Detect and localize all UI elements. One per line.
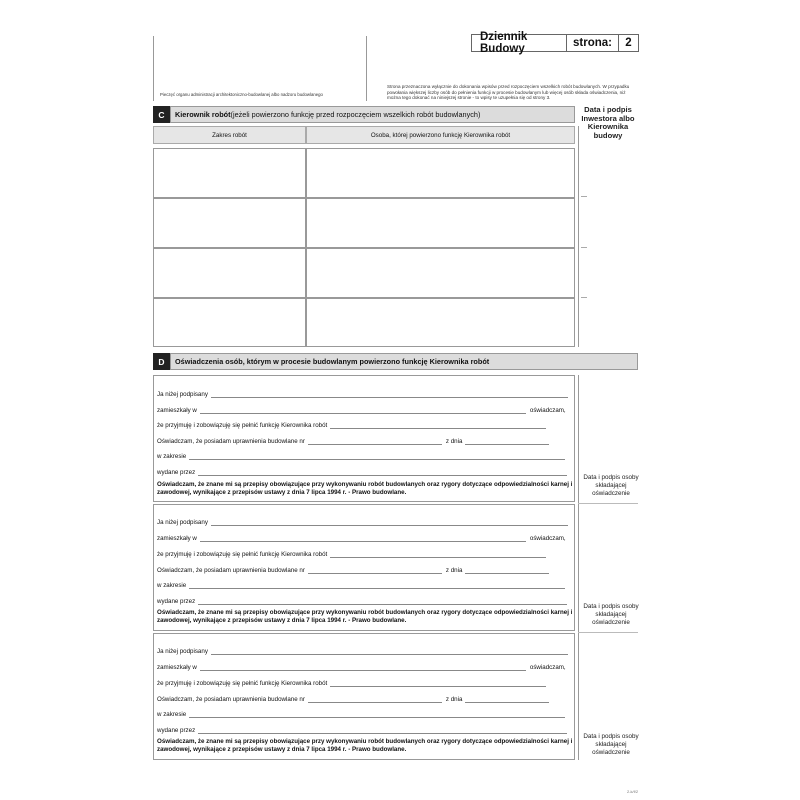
scope-cell[interactable] bbox=[153, 248, 306, 298]
row-tick bbox=[581, 247, 587, 248]
section-c-header bbox=[170, 106, 575, 123]
page-number: 2 bbox=[625, 37, 632, 49]
usage-note: Strona przeznaczona wyłącznie do dokonania wpisów przed rozpoczęciem wszelkich robót budowlanych. W przypadku powołania większej liczby osób do pełnienia funkcji w procesie budowlanym lub więcej osób składa oświadczenia, niż można tego dokonać na niniejszej stronie - to wpisy te uzupełnia się od strony 3. bbox=[387, 84, 630, 101]
title-box bbox=[471, 31, 639, 55]
scope-cell[interactable] bbox=[153, 298, 306, 347]
signature-caption: Data i podpis osoby składającej oświadczenie bbox=[583, 733, 639, 757]
residence-line[interactable]: zamieszkały w oświadczam, bbox=[157, 407, 566, 414]
column-person-header: Osoba, której powierzono funkcję Kierownika robót bbox=[306, 126, 575, 144]
name-line[interactable]: Ja niżej podpisany bbox=[157, 391, 568, 398]
section-c-subtitle: (jeżeli powierzono funkcję przed rozpoczęciem wszelkich robót budowlanych) bbox=[230, 110, 481, 119]
form-code: 2-k/f/2 bbox=[627, 789, 639, 794]
column-scope-header: Zakres robót bbox=[153, 126, 306, 144]
issued-line[interactable]: wydane przez bbox=[157, 469, 567, 476]
legal-statement: Oświadczam, że znane mi są przepisy obowiązujące przy wykonywaniu robót budowlanych oraz rygory dotyczące odpowiedzialności karnej i zawodowej, wynikające z przepisów ustawy z dnia 7 lipca 1994 r. - Prawo budowlane. bbox=[157, 481, 573, 496]
section-d-title: Oświadczenia osób, którym w procesie budowlanym powierzono funkcję Kierownika robót bbox=[175, 357, 490, 366]
person-cell[interactable] bbox=[306, 298, 575, 347]
name-line[interactable]: Ja niżej podpisany bbox=[157, 648, 568, 655]
person-cell[interactable] bbox=[306, 198, 575, 248]
scope-cell[interactable] bbox=[153, 198, 306, 248]
residence-line[interactable]: zamieszkały w oświadczam, bbox=[157, 664, 566, 671]
accept-line[interactable]: że przyjmuję i zobowiązuję się pełnić funkcję Kierownika robót bbox=[157, 422, 546, 429]
scope-line[interactable]: w zakresie bbox=[157, 453, 565, 460]
section-c-letter: C bbox=[153, 106, 170, 123]
scope-line[interactable]: w zakresie bbox=[157, 711, 565, 718]
legal-statement: Oświadczam, że znane mi są przepisy obowiązujące przy wykonywaniu robót budowlanych oraz rygory dotyczące odpowiedzialności karnej i zawodowej, wynikające z przepisów ustawy z dnia 7 lipca 1994 r. - Prawo budowlane. bbox=[157, 738, 573, 753]
signature-divider bbox=[578, 503, 638, 504]
signature-caption: Data i podpis osoby składającej oświadczenie bbox=[583, 474, 639, 498]
name-line[interactable]: Ja niżej podpisany bbox=[157, 519, 568, 526]
signature-divider bbox=[578, 632, 638, 633]
signature-column-line bbox=[578, 375, 579, 760]
scope-cell[interactable] bbox=[153, 148, 306, 198]
issued-line[interactable]: wydane przez bbox=[157, 727, 567, 734]
accept-line[interactable]: że przyjmuję i zobowiązuję się pełnić funkcję Kierownika robót bbox=[157, 551, 546, 558]
person-cell[interactable] bbox=[306, 248, 575, 298]
accept-line[interactable]: że przyjmuję i zobowiązuję się pełnić funkcję Kierownika robót bbox=[157, 680, 546, 687]
section-c-side-header: Data i podpis Inwestora albo Kierownika budowy bbox=[581, 105, 635, 140]
licence-line[interactable]: Oświadczam, że posiadam uprawnienia budowlane nr z dnia bbox=[157, 438, 549, 445]
signature-column-line bbox=[578, 126, 579, 347]
row-tick bbox=[581, 196, 587, 197]
issued-line[interactable]: wydane przez bbox=[157, 598, 567, 605]
legal-statement: Oświadczam, że znane mi są przepisy obowiązujące przy wykonywaniu robót budowlanych oraz rygory dotyczące odpowiedzialności karnej i zawodowej, wynikające z przepisów ustawy z dnia 7 lipca 1994 r. - Prawo budowlane. bbox=[157, 609, 573, 624]
row-tick bbox=[581, 297, 587, 298]
section-d-letter: D bbox=[153, 353, 170, 370]
section-c-title: Kierownik robót bbox=[175, 110, 231, 119]
licence-line[interactable]: Oświadczam, że posiadam uprawnienia budowlane nr z dnia bbox=[157, 567, 549, 574]
page-label: strona: bbox=[566, 35, 619, 51]
residence-line[interactable]: zamieszkały w oświadczam, bbox=[157, 535, 566, 542]
section-d-header bbox=[170, 353, 638, 370]
scope-line[interactable]: w zakresie bbox=[157, 582, 565, 589]
signature-caption: Data i podpis osoby składającej oświadczenie bbox=[583, 603, 639, 627]
stamp-caption: Pieczęć organu administracji architektoniczno-budowlanej albo nadzoru budowlanego bbox=[160, 92, 323, 97]
licence-line[interactable]: Oświadczam, że posiadam uprawnienia budowlane nr z dnia bbox=[157, 696, 549, 703]
document-title: Dziennik Budowy bbox=[480, 31, 528, 55]
person-cell[interactable] bbox=[306, 148, 575, 198]
